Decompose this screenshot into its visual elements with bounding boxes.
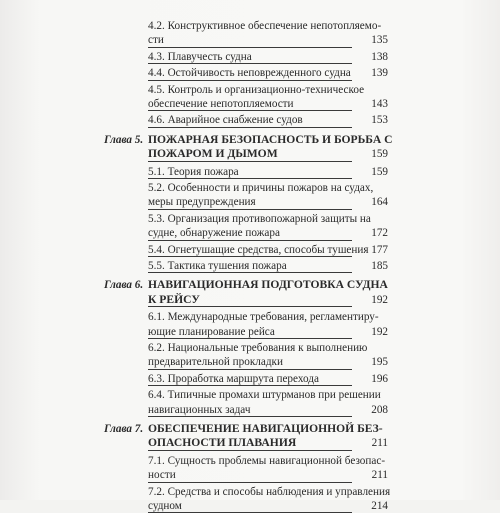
- entry-underline: [148, 209, 352, 210]
- page-number: 211: [371, 437, 388, 450]
- chapter-title-line: ОПАСНОСТИ ПЛАВАНИЯ: [148, 436, 297, 450]
- entry-title-line: 4.2. Конструктивное обеспечение непотопляемо-: [148, 20, 382, 32]
- entry-underline: [148, 416, 352, 417]
- entry-title-line: 5.3. Организация противопожарной защиты на: [148, 212, 371, 225]
- entry-underline: [148, 369, 352, 370]
- entry-title-line: ющие планирование рейса: [148, 325, 275, 338]
- chapter-label: Глава 7.: [104, 423, 144, 435]
- chapter-label: Глава 6.: [104, 279, 144, 292]
- entry-underline: [148, 482, 352, 483]
- entry-underline: [148, 161, 352, 162]
- entry-underline: [148, 240, 352, 241]
- page-number: 195: [371, 356, 388, 369]
- page-number: 208: [371, 403, 388, 416]
- entry-title-line: 5.2. Особенности и причины пожаров на судах,: [148, 182, 374, 194]
- page-number: 192: [371, 325, 388, 338]
- entry-title-line: 4.5. Контроль и организационно-техническое: [148, 83, 365, 96]
- chapter-label: Глава 5.: [104, 133, 144, 146]
- page-number: 135: [371, 34, 388, 47]
- entry-title-line: судне, обнаружение пожара: [148, 227, 280, 240]
- chapter-title-line: НАВИГАЦИОННАЯ ПОДГОТОВКА СУДНА: [148, 278, 388, 292]
- entry-title-line: обеспечение непотопляемости: [148, 98, 294, 110]
- page-number: 177: [371, 243, 388, 256]
- page-number: 214: [371, 500, 388, 512]
- entry-underline: [148, 272, 352, 273]
- entry-title-line: сти: [148, 34, 164, 47]
- entry-title-line: 6.1. Международные требования, регламентиру-: [148, 311, 379, 324]
- page-number: 159: [371, 148, 388, 161]
- page-number: 153: [371, 114, 388, 127]
- entry-title-line: 4.6. Аварийное снабжение судов: [148, 114, 303, 127]
- entry-underline: [148, 127, 352, 128]
- entry-underline: [148, 63, 352, 64]
- entry-title-line: 4.3. Плавучесть судна: [148, 50, 252, 63]
- page-number: 185: [371, 260, 388, 272]
- entry-underline: [148, 450, 352, 451]
- entry-underline: [148, 306, 352, 307]
- entry-title-line: 5.1. Теория пожара: [148, 165, 239, 178]
- entry-title-line: навигационных задач: [148, 403, 251, 416]
- entry-title-line: ности: [148, 469, 176, 482]
- page-number: 159: [371, 165, 388, 178]
- entry-title-line: 5.5. Тактика тушения пожара: [148, 260, 287, 272]
- page-number: 192: [371, 293, 388, 306]
- entry-title-line: предварительной прокладки: [148, 356, 283, 369]
- entry-title-line: меры предупреждения: [148, 196, 256, 209]
- page-number: 196: [371, 372, 388, 385]
- entry-underline: [148, 256, 352, 257]
- chapter-title-line: ПОЖАРОМ И ДЫМОМ: [148, 147, 278, 161]
- entry-title-line: 6.2. Национальные требования к выполнению: [148, 342, 368, 354]
- entry-underline: [148, 47, 352, 48]
- entry-underline: [148, 110, 352, 111]
- entry-underline: [148, 338, 352, 339]
- chapter-title-line: К РЕЙСУ: [148, 292, 200, 306]
- entry-underline: [148, 385, 352, 386]
- chapter-title-line: ПОЖАРНАЯ БЕЗОПАСНОСТЬ И БОРЬБА С: [148, 132, 393, 146]
- entry-title-line: 6.3. Проработка маршрута перехода: [148, 372, 319, 385]
- page-number: 138: [371, 50, 388, 63]
- entry-underline: [148, 80, 352, 81]
- page-number: 211: [371, 469, 388, 482]
- entry-title-line: судном: [148, 500, 182, 512]
- page-number: 143: [371, 98, 388, 110]
- page-number: 164: [371, 196, 388, 209]
- entry-title-line: 6.4. Типичные промахи штурманов при решении: [148, 389, 381, 402]
- entry-underline: [148, 178, 352, 179]
- entry-title-line: 5.4. Огнетушащие средства, способы тушения: [148, 243, 369, 256]
- entry-title-line: 7.2. Средства и способы наблюдения и управления: [148, 485, 391, 498]
- page-number: 139: [371, 67, 388, 80]
- entry-title-line: 4.4. Остойчивость неповрежденного судна: [148, 67, 351, 80]
- page-number: 172: [371, 227, 388, 240]
- entry-title-line: 7.1. Сущность проблемы навигационной безопас-: [148, 454, 386, 467]
- chapter-title-line: ОБЕСПЕЧЕНИЕ НАВИГАЦИОННОЙ БЕЗ-: [148, 422, 383, 435]
